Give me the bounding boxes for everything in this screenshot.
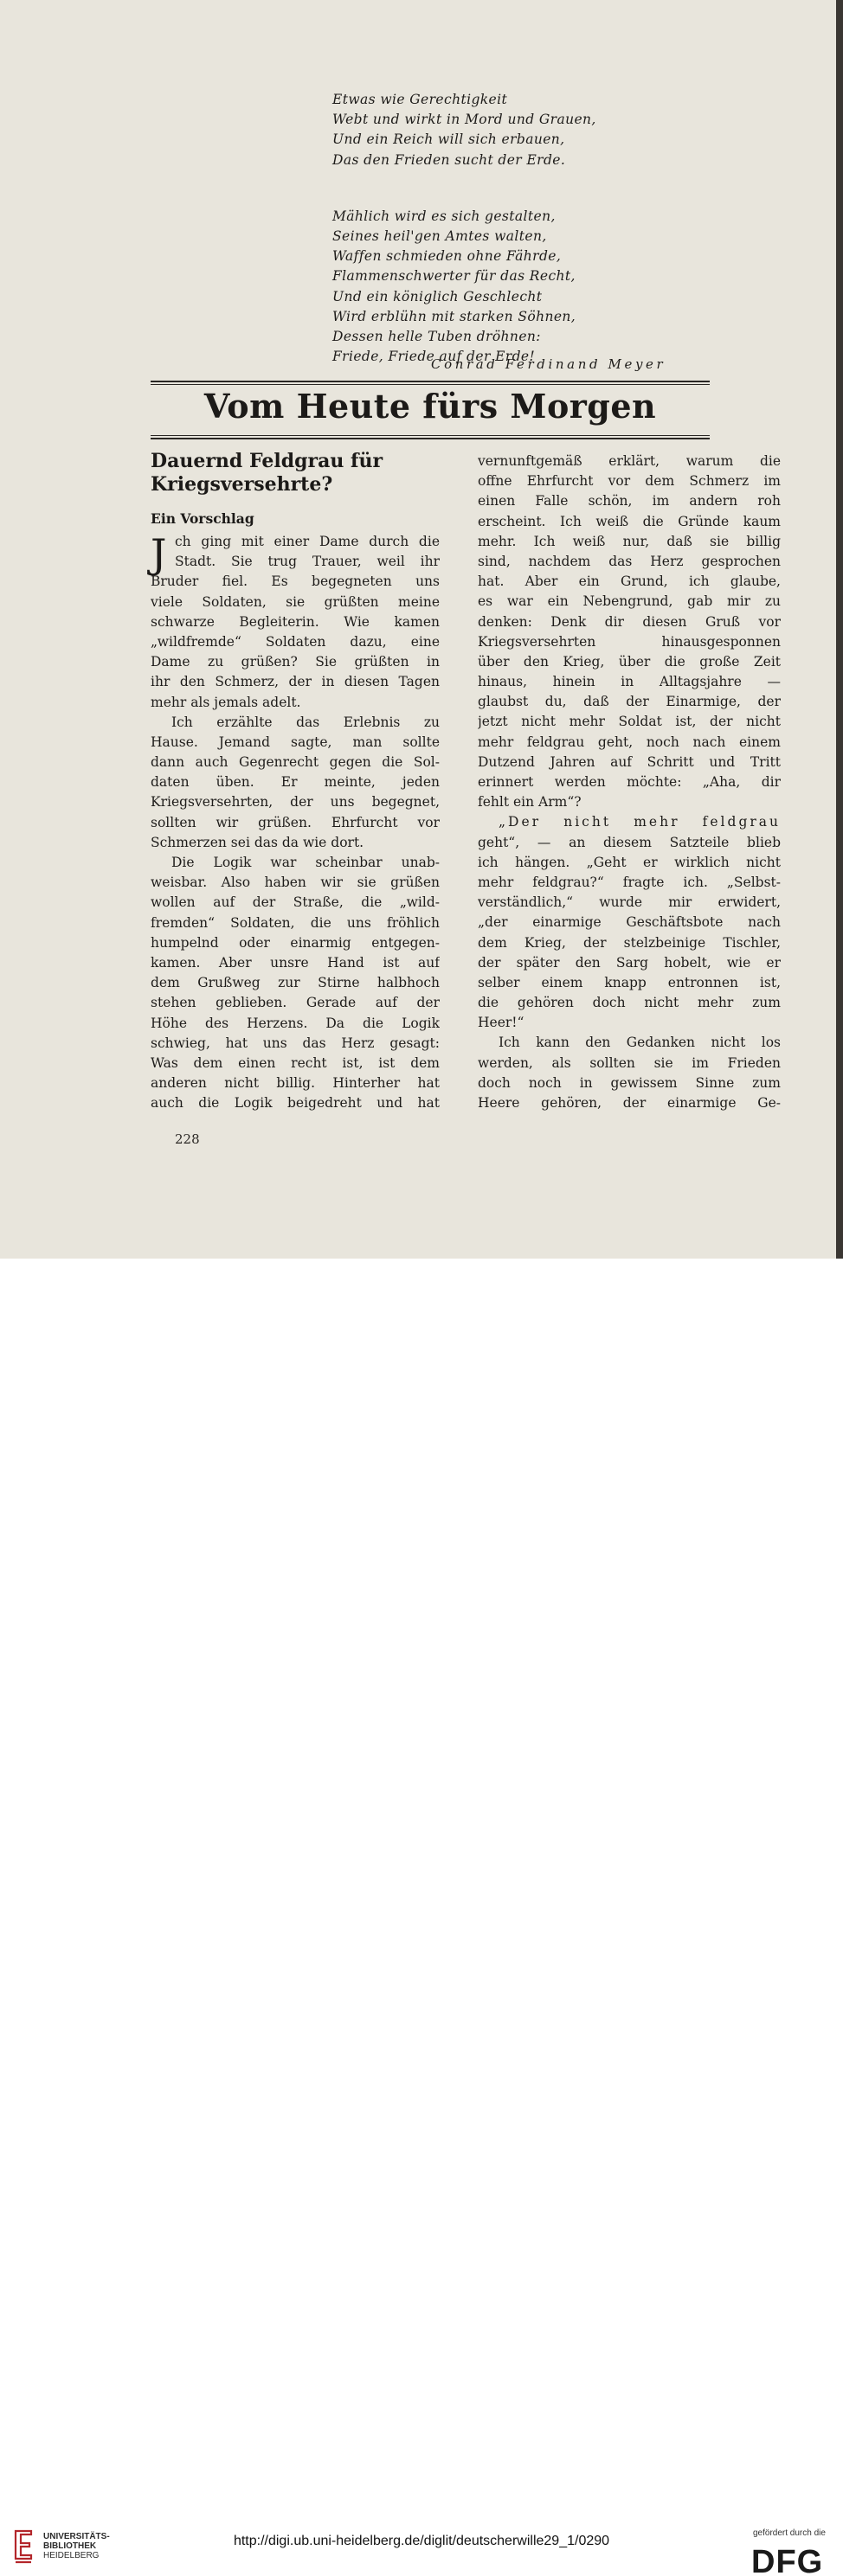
text-line: die gehören doch nicht mehr zum bbox=[478, 995, 781, 1011]
text-line: „wildfremde“ Soldaten dazu, eine bbox=[151, 633, 440, 650]
text-line: fehlt ein Arm“? bbox=[478, 794, 582, 811]
text-line: denken: Denk dir diesen Gruß vor bbox=[478, 613, 781, 630]
article-title bbox=[151, 450, 440, 497]
text-line: auch die Logik beigedreht und hat bbox=[151, 1095, 440, 1112]
right-column bbox=[478, 452, 781, 1113]
divider-rule-bottom bbox=[151, 438, 710, 439]
text-line: glaubst du, daß der Einarmige, der bbox=[478, 694, 781, 710]
poem-line: Wird erblühn mit starken Söhnen, bbox=[332, 308, 576, 324]
section-heading: Vom Heute fürs Morgen bbox=[203, 387, 657, 426]
text-line: es war ein Nebengrund, gab mir zu bbox=[478, 593, 781, 610]
text-line: viele Soldaten, sie grüßten meine bbox=[151, 593, 440, 610]
divider-rule-bottom-thin bbox=[151, 435, 710, 436]
text-line: jetzt nicht mehr Soldat ist, der nicht bbox=[478, 714, 781, 730]
text-line: daten üben. Er meinte, jeden bbox=[151, 774, 440, 791]
text-line: Kriegsversehrten hinausgesponnen bbox=[478, 633, 781, 650]
text-line: doch noch in gewissem Sinne zum bbox=[478, 1074, 781, 1091]
text-line: anderen nicht billig. Hinterher hat bbox=[151, 1075, 440, 1092]
text-line: fremden“ Soldaten, die uns fröhlich bbox=[151, 914, 440, 931]
text-line: offne Ehrfurcht vor dem Schmerz im bbox=[478, 473, 781, 490]
divider-rule-top-thin bbox=[151, 384, 710, 385]
left-column bbox=[151, 532, 440, 1113]
dfg-logo bbox=[751, 2543, 831, 2576]
text-line: mehr feldgrau geht, noch nach einem bbox=[478, 734, 781, 750]
text-line: schwarze Begleiterin. Wie kamen bbox=[151, 613, 440, 630]
drop-cap: J bbox=[151, 530, 167, 577]
text-line: Kriegsversehrten, der uns begegnet, bbox=[151, 794, 440, 811]
text-line: mehr als jemals adelt. bbox=[151, 694, 301, 710]
text-line: weisbar. Also haben wir sie grüßen bbox=[151, 875, 440, 891]
poem-line: Webt und wirkt in Mord und Grauen, bbox=[332, 112, 596, 128]
page-number: 228 bbox=[175, 1131, 200, 1147]
text-line: vernunftgemäß erklärt, warum die bbox=[478, 453, 781, 469]
text-line: kamen. Aber unsre Hand ist auf bbox=[151, 954, 440, 971]
text-line: Hause. Jemand sagte, man sollte bbox=[151, 734, 440, 750]
divider-rule-top bbox=[151, 381, 710, 382]
text-line: geht“, — an diesem Satzteile blieb bbox=[478, 834, 781, 850]
text-line: sollten wir grüßen. Ehrfurcht vor bbox=[151, 814, 440, 830]
text-line: Ich kann den Gedanken nicht los bbox=[499, 1035, 781, 1051]
text-line: Dame zu grüßen? Sie grüßten in bbox=[151, 654, 440, 670]
text-line: hinaus, hinein in Alltagsjahre — bbox=[478, 674, 781, 690]
text-line: ihr den Schmerz, der in diesen Tagen bbox=[151, 674, 440, 690]
library-name-line: BIBLIOTHEK bbox=[43, 2541, 97, 2551]
source-url-link[interactable]: http://digi.ub.uni-heidelberg.de/diglit/deutscherwille29_1/0290 bbox=[233, 2534, 610, 2548]
text-line: verständlich,“ wurde mir erwidert, bbox=[478, 894, 781, 911]
poem-line: Das den Frieden sucht der Erde. bbox=[332, 151, 566, 168]
text-line: wollen auf der Straße, die „wild- bbox=[151, 894, 440, 911]
text-line: erinnert werden möchte: „Aha, dir bbox=[478, 774, 781, 790]
text-line: ich hängen. „Geht er wirklich nicht bbox=[478, 854, 781, 870]
dfg-logo-text: DFG bbox=[751, 2544, 824, 2576]
poem-line: Friede, Friede auf der Erde! bbox=[332, 349, 536, 365]
text-line: Dutzend Jahren auf Schritt und Tritt bbox=[478, 753, 781, 770]
poem-line: Seines heil'gen Amtes walten, bbox=[332, 228, 547, 245]
poem-line: Mählich wird es sich gestalten, bbox=[332, 208, 556, 224]
text-line: stehen geblieben. Gerade auf der bbox=[151, 995, 440, 1011]
text-line: werden, als sollten sie im Frieden bbox=[478, 1054, 781, 1071]
page-edge bbox=[836, 0, 843, 1259]
funded-by-label: gefördert durch die bbox=[753, 2528, 826, 2538]
footer-bar bbox=[0, 1259, 843, 2576]
text-line: selber einem knapp entronnen ist, bbox=[478, 974, 781, 990]
text-line: „der einarmige Geschäftsbote nach bbox=[478, 914, 781, 931]
article-title-line: Kriegsversehrte? bbox=[151, 473, 333, 496]
text-line: sind, nachdem das Herz gesprochen bbox=[478, 553, 781, 569]
text-line: Heer!“ bbox=[478, 1015, 524, 1031]
text-line: hat. Aber ein Grund, ich glaube, bbox=[478, 574, 781, 590]
article-subtitle: Ein Vorschlag bbox=[151, 510, 254, 527]
text-line: einen Falle schön, im andern roh bbox=[478, 493, 781, 509]
poem-line: Waffen schmieden ohne Fährde, bbox=[332, 248, 562, 265]
poem-line: Und ein königlich Geschlecht bbox=[332, 288, 543, 304]
text-line: humpelnd oder einarmig entgegen- bbox=[151, 934, 440, 951]
text-line: über den Krieg, über die große Zeit bbox=[478, 653, 781, 670]
text-line: schwieg, hat uns das Herz gesagt: bbox=[151, 1035, 440, 1051]
library-name-line: UNIVERSITÄTS- bbox=[43, 2532, 110, 2541]
scanned-page bbox=[0, 0, 843, 1259]
poem-line: Etwas wie Gerechtigkeit bbox=[332, 92, 508, 107]
poem bbox=[332, 90, 713, 367]
poem-author: Conrad Ferdinand Meyer bbox=[431, 356, 666, 372]
text-line: Bruder fiel. Es begegneten uns bbox=[151, 574, 440, 590]
text-line: Stadt. Sie trug Trauer, weil ihr bbox=[175, 554, 440, 570]
poem-line: Flammenschwerter für das Recht, bbox=[332, 268, 576, 285]
text-line: Ich erzählte das Erlebnis zu bbox=[171, 714, 440, 730]
text-line: ch ging mit einer Dame durch die bbox=[175, 534, 440, 549]
text-line: erscheint. Ich weiß die Gründe kaum bbox=[478, 513, 781, 529]
text-line: Was dem einen recht ist, ist dem bbox=[151, 1054, 440, 1071]
text-line: „Der nicht mehr feldgrau bbox=[499, 814, 781, 830]
text-line: Heere gehören, der einarmige Ge- bbox=[478, 1095, 781, 1111]
text-line: dem Krieg, der stelzbeinige Tischler, bbox=[478, 934, 781, 951]
poem-line: Dessen helle Tuben dröhnen: bbox=[332, 329, 541, 345]
text-line: dem Grußweg zur Stirne halbhoch bbox=[151, 975, 440, 991]
poem-line: Und ein Reich will sich erbauen, bbox=[332, 131, 565, 148]
poem-stanza-1 bbox=[332, 90, 713, 170]
text-line: mehr feldgrau?“ fragte ich. „Selbst- bbox=[478, 874, 781, 890]
text-line: der später den Sarg hobelt, wie er bbox=[478, 954, 781, 971]
poem-stanza-2 bbox=[332, 207, 713, 368]
text-line: Die Logik war scheinbar unab- bbox=[171, 855, 440, 870]
text-line: Schmerzen sei das da wie dort. bbox=[151, 834, 364, 850]
article-title-line: Dauernd Feldgrau für bbox=[151, 450, 383, 472]
text-line: Höhe des Herzens. Da die Logik bbox=[151, 1015, 440, 1031]
text-line: dann auch Gegenrecht gegen die Sol- bbox=[151, 754, 440, 771]
text-line: mehr. Ich weiß nur, daß sie billig bbox=[478, 533, 781, 549]
library-name-line: HEIDELBERG bbox=[43, 2551, 100, 2560]
